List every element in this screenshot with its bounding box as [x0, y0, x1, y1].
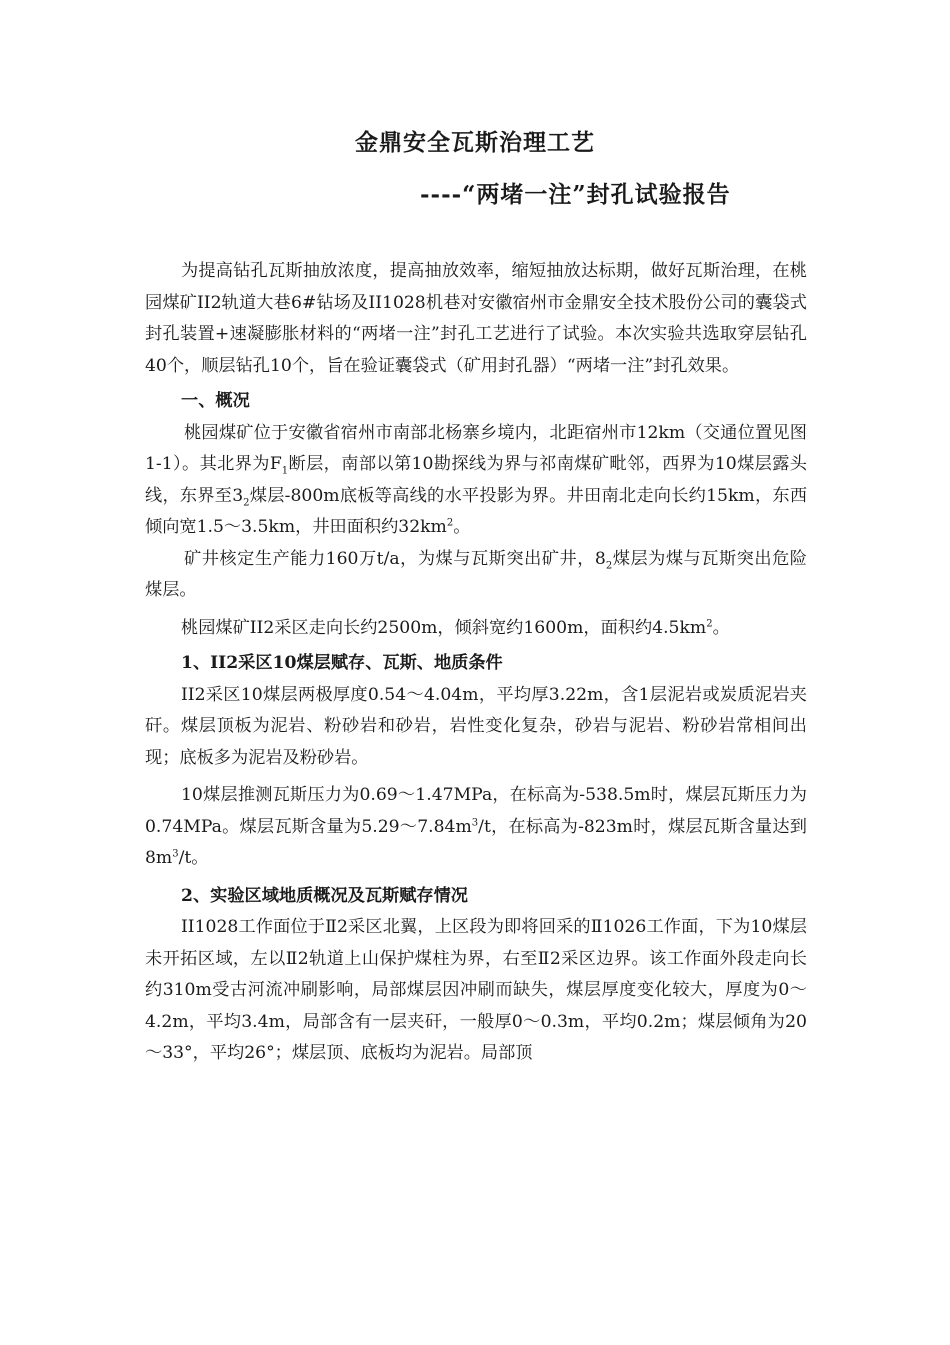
gas-paragraph: 10煤层推测瓦斯压力为0.69～1.47MPa，在标高为-538.5m时，煤层瓦斯压力为0.74MPa。煤层瓦斯含量为$5.29\sim 7.84m^3/t$，在标高为-823m时，煤层瓦斯含量达到$8m^3/t$。 — [145, 785, 807, 868]
geology-paragraph: II2采区10煤层两极厚度0.54～4.04m，平均厚3.22m，含1层泥岩或炭质泥岩夹矸。煤层顶板为泥岩、粉砂岩和砂岩，岩性变化复杂，砂岩与泥岩、粉砂岩常相间出现；底板多为泥岩及粉砂岩。 — [145, 684, 807, 768]
intro-paragraph: 为提高钻孔瓦斯抽放浓度，提高抽放效率，缩短抽放达标期，做好瓦斯治理，在桃园煤矿II2轨道大巷6#钻场及II1028机巷对安徽宿州市金鼎安全技术股份公司的囊袋式封孔装置+速凝膨胀材料的“两堵一注”封孔工艺进行了试验。本次实验共选取穿层钻孔40个，顺层钻孔10个，旨在验证囊袋式（矿用封孔器）“两堵一注”封孔效果。 — [145, 261, 807, 376]
overview-paragraph-2: 矿井核定生产能力160万t/a，为煤与瓦斯突出矿井，$8_2$煤层为煤与瓦斯突出危险煤层。 — [145, 548, 807, 600]
overview-paragraph-1: 桃园煤矿位于安徽省宿州市南部北杨寨乡境内，北距宿州市12km（交通位置见图1-1）。其北界为$F_1$断层，南部以第10勘探线为界与祁南煤矿毗邻，西界为10煤层露头线，东界至$3_2$煤层-800m底板等高线的水平投影为界。井田南北走向长约15km，东西倾向宽1.5～3.5km，井田面积约$32km^2$。 — [145, 422, 808, 537]
document-title: 金鼎安全瓦斯治理工艺 — [355, 129, 595, 156]
section-heading-test-area: 2、实验区域地质概况及瓦斯赋存情况 — [181, 885, 468, 906]
section-heading-geology: 1、II2采区10煤层赋存、瓦斯、地质条件 — [181, 653, 503, 673]
section-heading-overview: 一、概况 — [181, 391, 250, 411]
document-subtitle: ----“两堵一注”封孔试验报告 — [420, 181, 731, 208]
document-body — [145, 256, 807, 1070]
test-area-paragraph: II1028工作面位于Ⅱ2采区北翼，上区段为即将回采的Ⅱ1026工作面，下为10煤层未开拓区域，左以Ⅱ2轨道上山保护煤柱为界，右至Ⅱ2采区边界。该工作面外段走向长约310m受古河流冲刷影响，局部煤层因冲刷而缺失，煤层厚度变化较大，厚度为0～4.2m，平均3.4m，局部含有一层夹矸，一般厚0～0.3m，平均0.2m；煤层倾角为20～33°，平均26°；煤层顶、底板均为泥岩。局部顶 — [145, 917, 807, 1063]
overview-paragraph-3: 桃园煤矿II2采区走向长约2500m，倾斜宽约1600m，面积约$4.5km^2$。 — [181, 617, 730, 638]
